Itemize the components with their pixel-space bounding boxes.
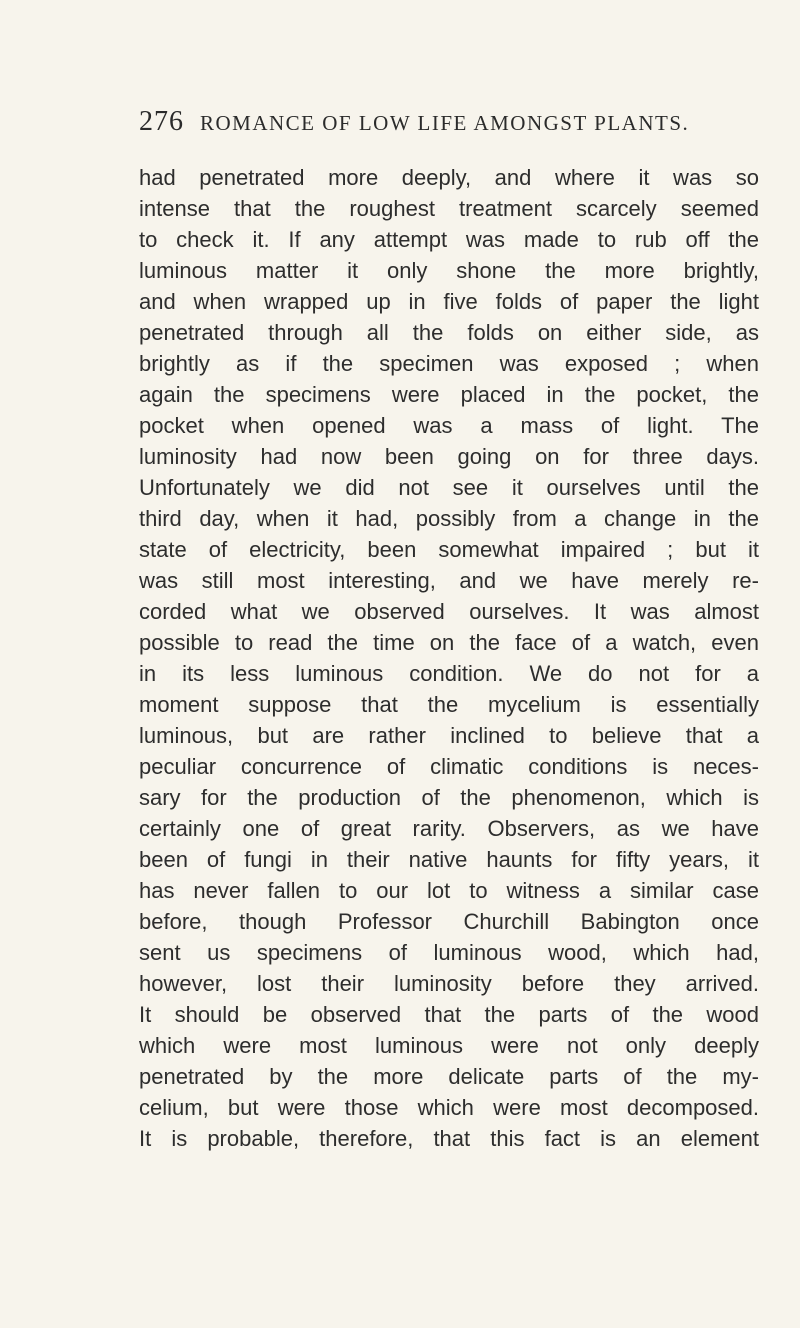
- text-line: in its less luminous condition. We do not for a: [139, 661, 759, 686]
- text-line: been of fungi in their native haunts for fifty years, it: [139, 847, 759, 872]
- text-line: before, though Professor Churchill Babington once: [139, 909, 759, 934]
- text-line: corded what we observed ourselves. It was almost: [139, 599, 759, 624]
- text-line: pocket when opened was a mass of light. The: [139, 413, 759, 438]
- text-line: Unfortunately we did not see it ourselves until the: [139, 475, 759, 500]
- text-line: intense that the roughest treatment scarcely seemed: [139, 196, 759, 221]
- text-line: possible to read the time on the face of a watch, even: [139, 630, 759, 655]
- text-line: celium, but were those which were most decomposed.: [139, 1095, 759, 1120]
- text-line: has never fallen to our lot to witness a similar case: [139, 878, 759, 903]
- text-line: and when wrapped up in five folds of paper the light: [139, 289, 759, 314]
- text-line: sent us specimens of luminous wood, which had,: [139, 940, 759, 965]
- text-line: penetrated through all the folds on either side, as: [139, 320, 759, 345]
- text-line: brightly as if the specimen was exposed ; when: [139, 351, 759, 376]
- page-number: 276: [139, 106, 184, 137]
- running-title: ROMANCE OF LOW LIFE AMONGST PLANTS.: [200, 111, 690, 135]
- text-line: It is probable, therefore, that this fact is an element: [139, 1126, 759, 1151]
- text-line: sary for the production of the phenomenon, which is: [139, 785, 759, 810]
- text-line: luminous matter it only shone the more brightly,: [139, 258, 759, 283]
- text-line: luminosity had now been going on for three days.: [139, 444, 759, 469]
- text-line: had penetrated more deeply, and where it was so: [139, 165, 759, 190]
- text-line: to check it. If any attempt was made to rub off the: [139, 227, 759, 252]
- page-header: [139, 106, 759, 146]
- text-line: third day, when it had, possibly from a change in the: [139, 506, 759, 531]
- text-line: however, lost their luminosity before they arrived.: [139, 971, 759, 996]
- text-line: penetrated by the more delicate parts of the my-: [139, 1064, 759, 1089]
- text-line: It should be observed that the parts of the wood: [139, 1002, 759, 1027]
- text-line: peculiar concurrence of climatic conditions is neces-: [139, 754, 759, 779]
- text-line: again the specimens were placed in the pocket, the: [139, 382, 759, 407]
- text-line: certainly one of great rarity. Observers, as we have: [139, 816, 759, 841]
- text-line: luminous, but are rather inclined to believe that a: [139, 723, 759, 748]
- text-line: was still most interesting, and we have merely re-: [139, 568, 759, 593]
- text-line: moment suppose that the mycelium is essentially: [139, 692, 759, 717]
- text-line: which were most luminous were not only deeply: [139, 1033, 759, 1058]
- text-line: state of electricity, been somewhat impaired ; but it: [139, 537, 759, 562]
- body-text: [139, 162, 759, 1154]
